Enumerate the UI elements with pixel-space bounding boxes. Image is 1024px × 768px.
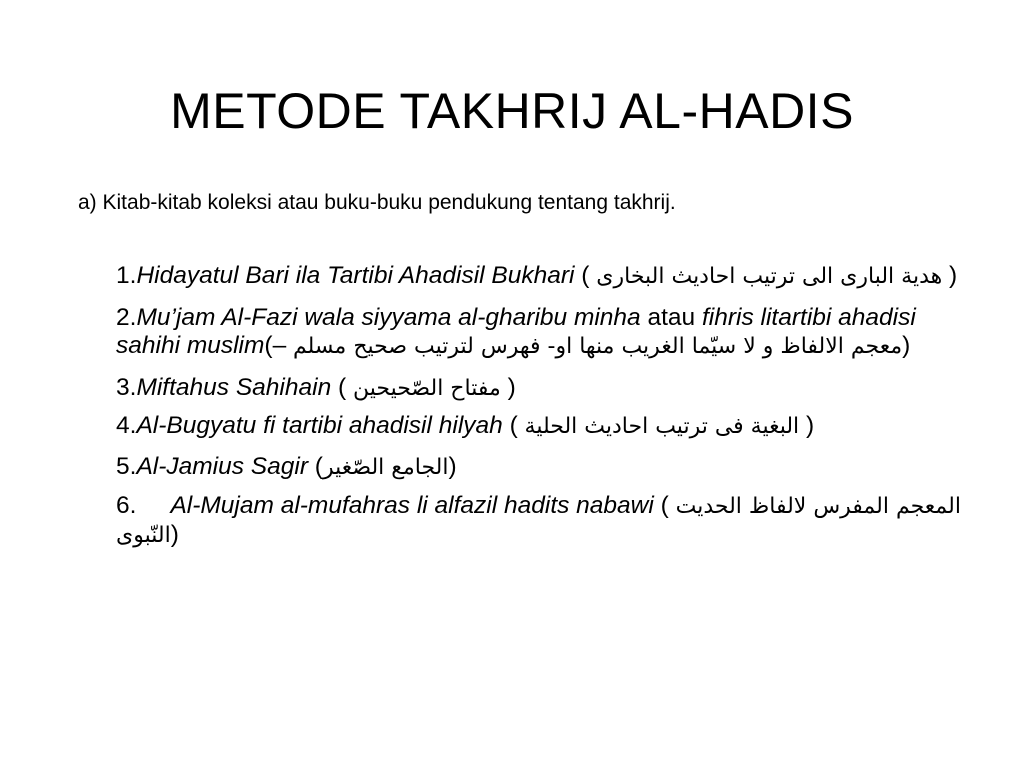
item-open-paren: ( (653, 492, 676, 519)
list-item (116, 412, 966, 441)
item-number: 5. (116, 453, 137, 480)
item-arabic-title: المعجم المفرس لالفاظ الحديت النّبوى (116, 494, 961, 548)
item-open-paren: ( (308, 453, 323, 480)
item-number: 1. (116, 262, 137, 289)
slide-title: METODE TAKHRIJ AL-HADIS (170, 83, 854, 139)
item-arabic-title: الجامع الصّغير (322, 455, 449, 480)
item-close-paren: ) (799, 412, 815, 439)
item-close-paren: ) (942, 262, 958, 289)
item-close-paren: ) (448, 453, 457, 480)
item-open-paren: ( (331, 374, 353, 401)
item-number: 6. (116, 492, 137, 519)
item-arabic-title: البغية فى ترتيب احاديث الحلية (524, 414, 800, 439)
item-latin-title-alt: fihris litartibi ahadisi sahihi muslim (116, 304, 916, 359)
item-latin-title: Hidayatul Bari ila Tartibi Ahadisil Bukhari (136, 262, 575, 289)
item-latin-title: Al-Jamius Sagir (136, 453, 308, 480)
list-item (116, 374, 966, 403)
item-open-paren: ( (574, 262, 597, 289)
item-arabic-title: هدية البارى الى ترتيب احاديث البخارى (596, 264, 943, 289)
item-latin-title: Al-Mujam al-mufahras li alfazil hadits nabawi (170, 492, 654, 519)
item-open-paren: (– (264, 332, 293, 359)
item-connector: atau (640, 304, 702, 331)
book-list (116, 262, 966, 563)
item-number: 3. (116, 374, 137, 401)
item-open-paren: ( (502, 412, 525, 439)
list-item (116, 262, 966, 291)
item-latin-title: Al-Bugyatu fi tartibi ahadisil hilyah (136, 412, 503, 439)
slide-subtitle: a) Kitab-kitab koleksi atau buku-buku pendukung tentang takhrij. (78, 191, 676, 214)
item-number: 4. (116, 412, 137, 439)
list-item (116, 304, 966, 361)
list-item (116, 453, 966, 482)
list-item (116, 492, 966, 550)
item-number: 2. (116, 304, 137, 331)
item-close-paren: ) (170, 521, 179, 548)
item-latin-title: Mu’jam Al-Fazi wala siyyama al-gharibu minha (136, 304, 641, 331)
item-arabic-title: معجم الالفاظ و لا سيّما الغريب منها او- فهرس لترتيب صحيح مسلم (293, 334, 903, 359)
item-arabic-title: مفتاح الصّحيحين (352, 376, 501, 401)
item-latin-title: Miftahus Sahihain (136, 374, 332, 401)
item-close-paren: ) (500, 374, 516, 401)
item-close-paren: ) (902, 332, 911, 359)
